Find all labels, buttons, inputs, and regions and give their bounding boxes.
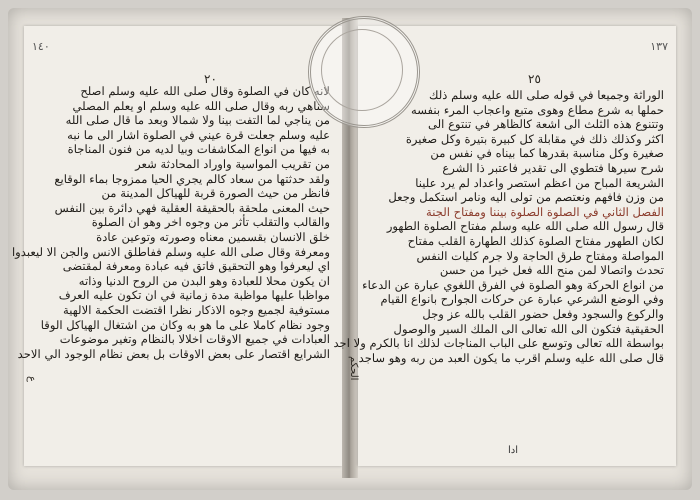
manuscript-line: الشرايع اقتصار على بعض الاوقات بل بعض نظام الوجود الي الاحد [17,346,330,361]
manuscript-line: اكثر وكذلك ذلك في مقابلة كل كبيرة بتيرة وكل صغيرة [405,131,664,146]
manuscript-line: من تقريب المواسية واوراد المحادثة شعر [135,156,330,171]
manuscript-line: من يناجي لما التفت بينا ولا شمالا وبعد ما قال صلى الله [65,113,330,128]
manuscript-line: به فيها من انواع المكاشفات وبيا لديه من فنون المناجاة [67,142,330,157]
manuscript-line: من وزن فافهم ونعتصم من تولى اليه ونامر استكمل وجعل [388,190,664,205]
manuscript-line: مستوفية لجميع وجوه الاذكار نظرا اقتضت الحكمة الالهية [63,302,330,317]
manuscript-line: حيث المعنى ملحقة بالحقيقة العقلية فهي دائرة بين النفس [54,200,330,215]
seal-inner-ring [321,29,403,111]
manuscript-line: الحقيقية فتكون الى الله تعالى الى الملك السير والوصول [393,321,664,336]
left-page-header: ٢٠ [204,72,217,86]
manuscript-line: حملها به شرع مطاع وهوى متبع واعجاب المرء بنفسه [411,102,664,117]
book-spread [8,8,692,490]
manuscript-line: عليه وسلم جعلت قرة عيني في الصلوة اشار الى ما نبه [67,127,330,142]
manuscript-line: قال رسول الله صلى الله عليه وسلم مفتاح الصلوة الطهور [386,219,664,234]
left-folio-number: ١٤٠ [32,40,50,53]
manuscript-line: ومعرفة وقال صلى الله عليه وسلم ففاطلق الانس والجن الا ليعبدوا [11,244,330,259]
manuscript-line: والقالب والتقلب تأثر من وجوه اخر وهو ان الصلوة [91,215,330,230]
manuscript-line: المواصلة ومفتاح طرق الحاجة ولا جرم كليات النفس [416,248,664,263]
manuscript-line: شرح سيرها فتطوي الى تقدير فاعتبر ذا الشرع [442,160,664,175]
manuscript-line: بواسطة الله تعالى وتوسع على الباب المناجات لذلك انا بالكرم ولا اجد [333,336,664,351]
manuscript-line: ولقد حدثتها من سعاد كالم يجري الحيا ممزوجا بماء الوقايع [54,171,330,186]
library-seal-stamp [308,16,420,128]
left-text-block [11,84,330,446]
manuscript-line: الفصل الثاني في الصلوة الصلوة بيننا ومفتاح الجنة [426,204,664,219]
manuscript-line: وتتنوع هذه الثلث الى اشعة كالظاهر في تنتوع الى [427,117,664,132]
manuscript-line: صغيرة وكل مناسبة بقدرها كما بيناه في نفس من [430,146,664,161]
manuscript-line: اي ليعرفوا وهو التحقيق فاتق فيه عبادة ومعرفة لمقتضى [62,259,330,274]
manuscript-line: مواظبا عليها مواظبة مدة زمانية في ان تكون عليه العرف [58,288,330,303]
manuscript-line: الوراثة وجميعا في قوله صلى الله عليه وسلم ذلك [428,88,664,102]
manuscript-line: ان يكون محلا للعبادة وهو البدن من الروح الدنيا وذاته [78,273,330,288]
manuscript-line: سناهي ربه وقال صلى الله عليه وسلم او يعلم المصلي [72,98,330,113]
manuscript-line: من انواع الحركة وهو الصلوة في الفرق اللغوي عبارة عن الدعاء [362,277,664,292]
right-folio-number: ١٣٧ [650,40,668,53]
left-page [11,26,342,466]
manuscript-line: الشريعة المباح من اعظم استصر واعداد لم يرد علينا [415,175,664,190]
manuscript-line: قال صلى الله عليه وسلم اقرب ما يكون العبد من ربه وهو ساجد [358,350,664,365]
right-marginal-note: الحكم [348,356,359,381]
manuscript-line: تحدث واتصالا لمن منح الله فعل خيرا من حسن [439,263,664,278]
right-page-header: ٢٥ [528,72,541,86]
manuscript-line: لكان الطهور مفتاح الصلوة كذلك الطهارة القلب مفتاح [407,233,664,248]
manuscript-line: وفي الوضع الشرعي عبارة عن حركات الجوارح بانواع القيام [380,292,664,307]
right-bottom-mark: ادا [508,445,519,456]
manuscript-line: فانظر من حيث الصورة قربة للهياكل المدينة من [101,186,330,201]
manuscript-line: خلق الانسان بقسمين معناه وصورته وتوعين عادة [96,229,330,244]
manuscript-line: لانه كان في الصلوة وقال صلى الله عليه وسلم اصلح [80,84,330,98]
manuscript-line: والركوع والسجود وفعل حضور القلب بالله عز وجل [422,306,664,321]
manuscript-line: العبادات في جميع الاوقات اخلالا بالنظام وتغير موضوعات [59,332,330,347]
manuscript-line: وجود نظام كاملا على ما هو به وكان من اشتغال الهياكل الوقا [40,317,330,332]
left-marginal-note: ع [26,376,37,382]
